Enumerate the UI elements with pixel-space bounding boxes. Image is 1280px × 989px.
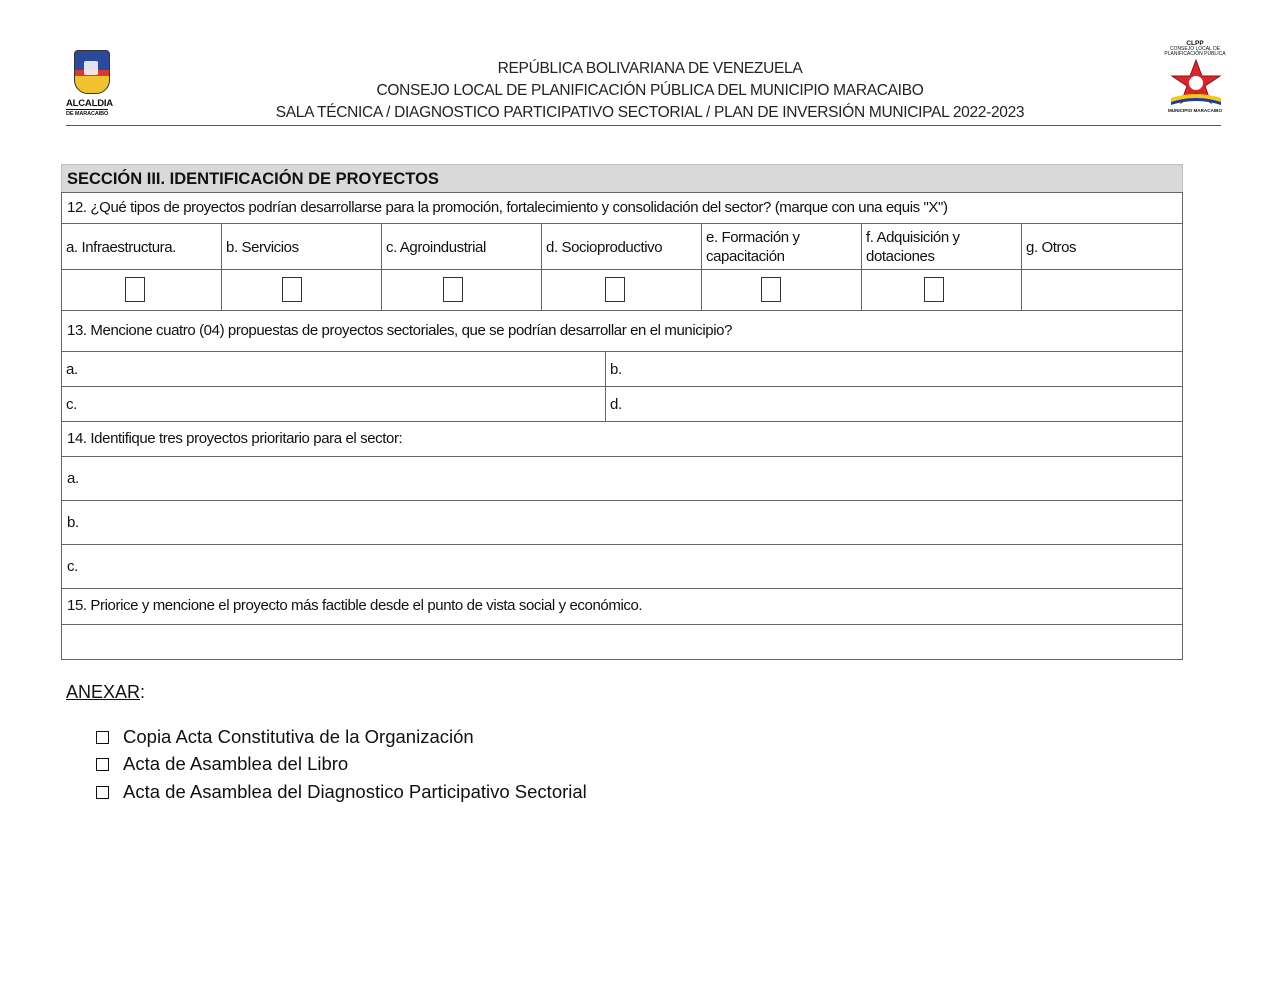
q14-label-c: c. [67,558,78,575]
q13-answer-a[interactable] [62,352,606,386]
red-star-icon [1168,58,1224,108]
checkbox-cell-g[interactable] [1022,270,1182,310]
annex-item-3 [96,781,587,803]
q14-answer-a[interactable] [61,457,1183,501]
header-divider [66,125,1221,126]
annex-item-1-label: Copia Acta Constitutiva de la Organización [123,726,474,747]
checkbox-cell-d [542,270,702,310]
checkbox-cell-e [702,270,862,310]
q13-label-c: c. [66,396,77,413]
annex-title-colon: : [140,682,146,702]
clpp-acronym: CLPP [1186,40,1204,47]
checkbox-d[interactable] [605,277,625,302]
header-line-1: REPÚBLICA BOLIVARIANA DE VENEZUELA [497,60,803,77]
clpp-subtitle: CONSEJO LOCAL DE PLANIFICACIÓN PÚBLICA [1164,46,1226,57]
header-line-2: CONSEJO LOCAL DE PLANIFICACIÓN PÚBLICA DEL MUNICIPIO MARACAIBO [376,82,924,99]
checkbox-a[interactable] [125,277,145,302]
q15-question: 15. Priorice y mencione el proyecto más factible desde el punto de vista social y económico. [67,597,643,614]
q14-label-a: a. [67,470,79,487]
annex-checkbox-1[interactable] [96,731,109,744]
q14-row [61,422,1183,457]
q12-row [61,192,1183,224]
option-f-label-line1: f. Adquisición y [866,229,960,246]
option-e-label-line2: capacitación [706,248,785,265]
annex-title [66,682,145,703]
alcaldia-logo-line1: ALCALDIA [66,98,113,109]
q13-label-d: d. [610,396,622,413]
q13-answer-d[interactable] [606,387,1182,421]
q12-checkbox-row [61,270,1183,311]
checkbox-c[interactable] [443,277,463,302]
option-b-label: b. Servicios [226,239,299,256]
header-line-3: SALA TÉCNICA / DIAGNOSTICO PARTICIPATIVO SECTORIAL / PLAN DE INVERSIÓN MUNICIPAL 2022-2023 [275,104,1025,121]
coat-of-arms-icon [74,50,110,94]
q15-answer[interactable] [61,625,1183,660]
annex-checkbox-2[interactable] [96,758,109,771]
alcaldia-logo-line2: DE MARACAIBO [66,111,109,117]
q14-answer-c[interactable] [61,545,1183,589]
option-a-label: a. Infraestructura. [66,239,176,256]
option-a-cell [62,224,222,269]
option-f-label-line2: dotaciones [866,248,935,265]
option-d-label: d. Socioproductivo [546,239,663,256]
q12-options-row [61,224,1183,270]
q13-row [61,311,1183,352]
option-f-cell [862,224,1022,269]
annex-checkbox-3[interactable] [96,786,109,799]
annex-item-3-label: Acta de Asamblea del Diagnostico Participativo Sectorial [123,781,587,802]
annex-item-2-label: Acta de Asamblea del Libro [123,753,349,774]
annex-item-1 [96,726,474,748]
option-b-cell [222,224,382,269]
option-e-label-line1: e. Formación y [706,229,800,246]
checkbox-cell-f [862,270,1022,310]
option-e-cell [702,224,862,269]
q13-row-ab [61,352,1183,387]
option-c-label: c. Agroindustrial [386,239,486,256]
clpp-logo [1162,40,1232,120]
option-g-cell [1022,224,1182,269]
q12-question: 12. ¿Qué tipos de proyectos podrían desarrollarse para la promoción, fortalecimiento y consolidación del sector? (marque con una equis "X") [67,199,948,216]
annex-item-2 [96,753,348,775]
checkbox-b[interactable] [282,277,302,302]
section-title: SECCIÓN III. IDENTIFICACIÓN DE PROYECTOS [61,164,1183,192]
q13-label-b: b. [610,361,622,378]
q14-label-b: b. [67,514,79,531]
checkbox-cell-a [62,270,222,310]
projects-form [61,164,1183,660]
checkbox-e[interactable] [761,277,781,302]
q13-question: 13. Mencione cuatro (04) propuestas de proyectos sectoriales, que se podrían desarrollar en el municipio? [67,322,733,339]
q15-row [61,589,1183,625]
q14-answer-b[interactable] [61,501,1183,545]
checkbox-cell-c [382,270,542,310]
annex-title-text: ANEXAR [66,682,141,702]
option-g-label: g. Otros [1026,239,1077,256]
q14-question: 14. Identifique tres proyectos prioritario para el sector: [67,430,403,447]
clpp-footer: MUNICIPIO MARACAIBO [1167,108,1223,113]
option-d-cell [542,224,702,269]
option-c-cell [382,224,542,269]
checkbox-f[interactable] [924,277,944,302]
checkbox-cell-b [222,270,382,310]
alcaldia-logo [66,48,118,120]
q13-row-cd [61,387,1183,422]
q13-answer-c[interactable] [62,387,606,421]
q13-label-a: a. [66,361,78,378]
q13-answer-b[interactable] [606,352,1182,386]
